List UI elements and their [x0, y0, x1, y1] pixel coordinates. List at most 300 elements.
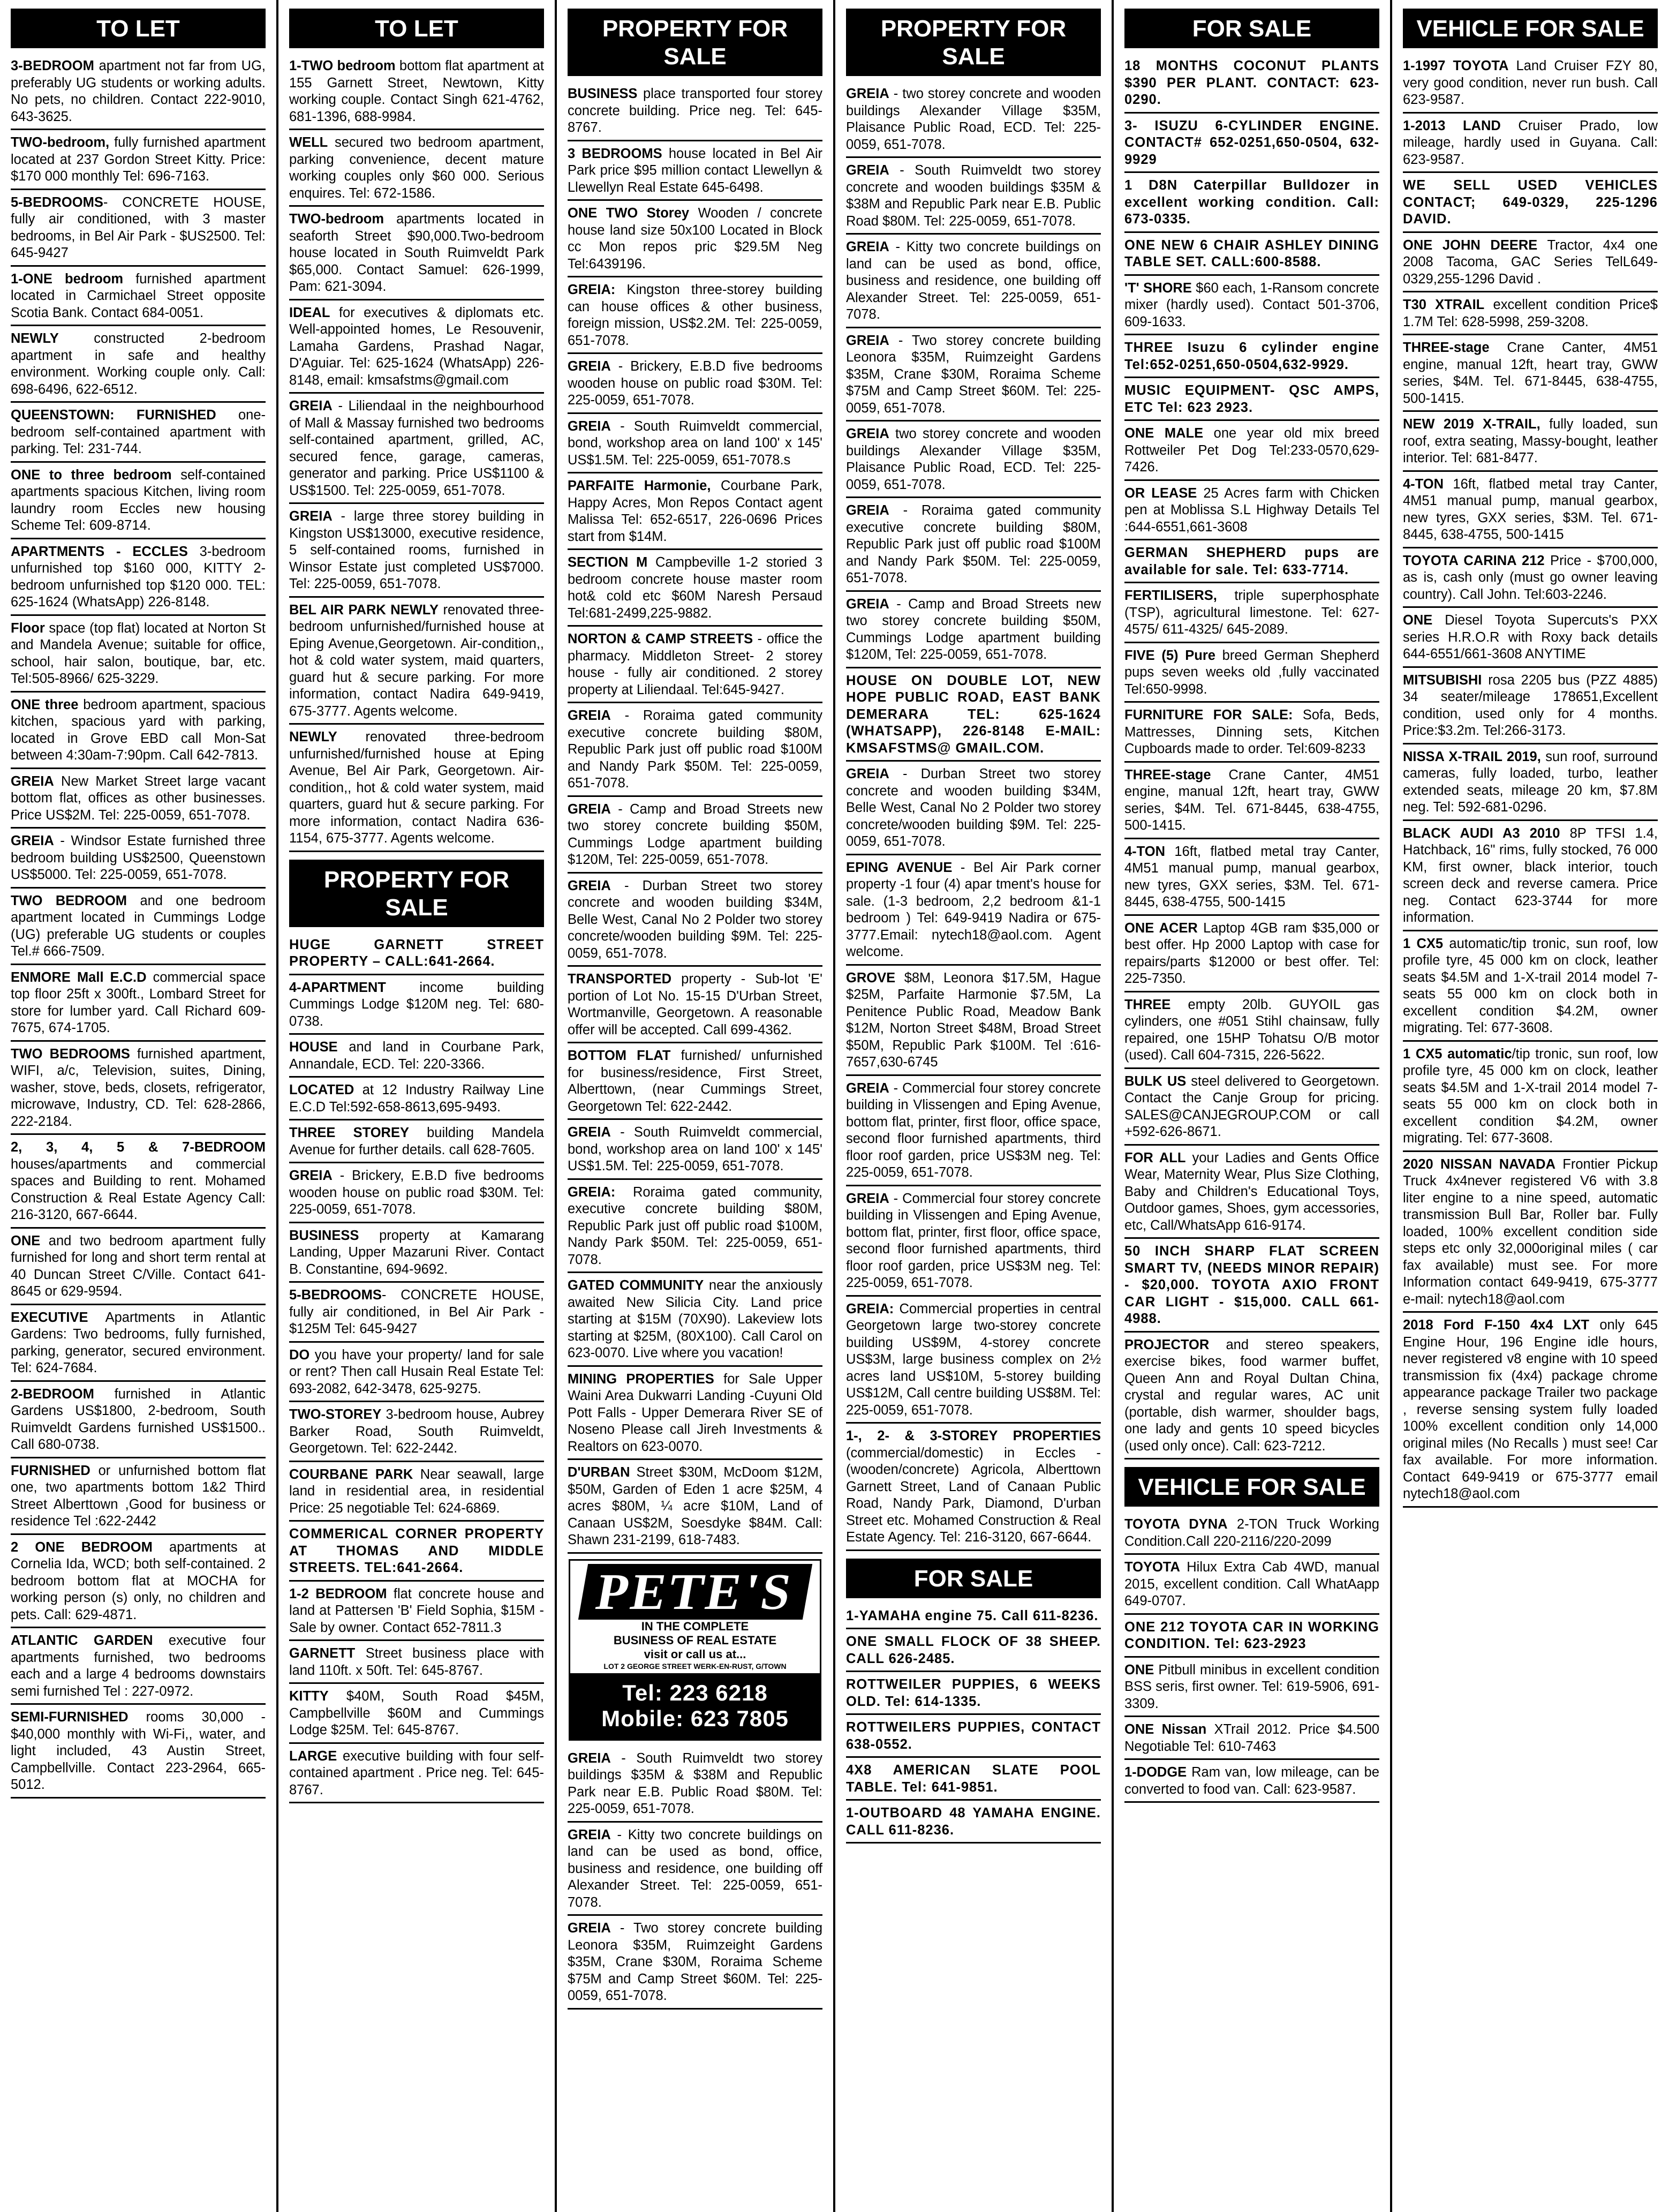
ad-keyword: WE SELL USED VEHICLES CONTACT; 649-0329, 225-1296 DAVID.	[1403, 178, 1658, 227]
classified-ad	[1124, 1335, 1379, 1460]
ad-text: - CONCRETE HOUSE, fully air conditioned, in Bel Air Park - $125M Tel: 645-9427	[289, 1288, 544, 1336]
column-rule	[833, 0, 835, 2212]
ad-text: executive building with four self-contained apartment . Price neg. Tel: 645-8767.	[289, 1748, 544, 1797]
ad-text: executive four apartments furnished, two bedrooms each and a large 4 bedrooms downstairs semi furnished Tel : 227-0972.	[11, 1633, 266, 1699]
classified-ad	[1124, 56, 1379, 114]
ad-text: Crane Canter, 4M51 engine, manual 12ft, heart tray, GWW series, $4M. Tel. 671-8445, 638-4755, 500-1415.	[1403, 340, 1658, 406]
classified-ad	[11, 1307, 266, 1382]
ad-keyword: 1-2 BEDROOM	[289, 1586, 387, 1601]
ad-text: - Camp and Broad Streets new two storey concrete building $50M, Cummings Lodge apartment building $120M, Tel: 225-0059, 651-7078.	[568, 801, 822, 867]
classified-ad	[568, 969, 822, 1043]
ad-keyword: 2, 3, 4, 5 & 7-BEDROOM	[11, 1140, 266, 1155]
ad-keyword: 1-2013 LAND	[1403, 118, 1501, 133]
ad-keyword: GREIA	[568, 359, 611, 374]
classified-ad	[568, 1918, 822, 2010]
ad-keyword: GREIA	[846, 86, 889, 101]
classified-ad	[289, 935, 544, 975]
ad-keyword: 5-BEDROOMS	[11, 194, 103, 210]
classified-ad	[1124, 995, 1379, 1069]
classified-ad	[289, 1464, 544, 1522]
ad-keyword: BUSINESS	[568, 86, 638, 101]
ad-text: one year old mix breed Rottweiler Pet Dog Tel:233-0570,629-7426.	[1124, 426, 1379, 475]
ad-keyword: 3-BEDROOM	[11, 58, 94, 73]
classified-ad	[289, 396, 544, 504]
ad-keyword: NISSA X-TRAIL 2019,	[1403, 749, 1541, 764]
ad-text: furnished in Atlantic Gardens US$1800, 2-bedroom, South Ruimveldt Gardens furnished US$1500.. Call 680-0738.	[11, 1386, 266, 1452]
logo-telephone: Tel: 223 6218	[622, 1680, 768, 1705]
ad-text: - large three storey building in Kingston US$13000, executive residence, 5 self-contained rooms, furnished in Winsor Estate just completed US$7000. Tel: 225-0059, 651-7078.	[289, 509, 544, 591]
ad-keyword: TOYOTA DYNA	[1124, 1517, 1228, 1532]
classified-ad	[846, 1717, 1101, 1758]
ad-text: Kingston three-storey building can house offices & other business, foreign mission, US$2.2M. Tel: 225-0059, 651-7078.	[568, 282, 822, 348]
ad-keyword: 4X8 AMERICAN SLATE POOL TABLE. Tel: 641-9851.	[846, 1763, 1101, 1795]
classified-ad	[846, 1760, 1101, 1801]
ad-keyword: LARGE	[289, 1748, 337, 1764]
ad-keyword: 1-1997 TOYOTA	[1403, 58, 1509, 73]
ad-text: or unfurnished bottom flat one, two apartments bottom 1&2 Third Street Alberttown ,Good for business or residence Tel :622-2442	[11, 1463, 266, 1529]
classified-ad	[568, 476, 822, 550]
section-header: VEHICLE FOR SALE	[1124, 1467, 1379, 1507]
classified-ad	[1124, 543, 1379, 583]
classified-ad	[1124, 175, 1379, 233]
ad-keyword: HOUSE	[289, 1040, 338, 1055]
ad-text: - office the pharmacy. Middleton Street- 2 storey house - fully air conditioned. 2 storey property at Liliendaal. Tel:645-9427.	[568, 631, 823, 697]
ad-keyword: GREIA	[846, 426, 889, 441]
ad-keyword: FOR ALL	[1124, 1150, 1186, 1165]
classified-ad	[11, 771, 266, 829]
classified-ad	[568, 876, 822, 967]
ad-keyword: 1-YAMAHA engine 75. Call 611-8236.	[846, 1608, 1099, 1623]
classified-ad	[11, 1461, 266, 1535]
ad-keyword: ONE	[1124, 1662, 1154, 1677]
ad-text: Pitbull minibus in excellent condition BSS seris, first owner. Tel: 619-5906, 691-3309.	[1124, 1662, 1379, 1711]
classified-ad	[568, 144, 822, 201]
ad-text: and stereo speakers, exercise bikes, food warmer buffet, Queen Ann and Royal Dultan China, crystal and regular wares, AC unit (portable, dish warmer, shoulder bags, one lady and gents 10 speed bicycles (used only once). Call: 623-7212.	[1124, 1337, 1379, 1454]
ad-keyword: ONE MALE	[1124, 426, 1204, 441]
petes-logo-wordmark: PETE'S	[578, 1564, 812, 1620]
classified-ad	[11, 269, 266, 327]
ad-text: one-bedroom self-contained apartment with parking. Tel: 231-744.	[11, 408, 266, 456]
ad-keyword: FERTILISERS,	[1124, 588, 1217, 603]
classified-ad	[846, 500, 1101, 592]
classified-ad	[1403, 474, 1658, 548]
classified-ad	[1403, 337, 1658, 412]
ad-text: - Durban Street two storey concrete and wooden building $34M, Belle West, Canal No 2 Polder two storey concrete/wooden building $9M. Tel: 225-0059, 651-7078.	[846, 766, 1101, 849]
classified-ad	[11, 132, 266, 190]
logo-tagline: visit or call us at...	[644, 1647, 746, 1661]
ad-text: - Kitty two concrete buildings on land can be used as bond, office, business and residence, one building off Alexander Street. Tel: 225-0059, 651-7078.	[846, 239, 1101, 322]
ad-text: /tip tronic, sun roof, low profile tyre, 45 000 km on clock, leather seats $4.5M and 1-X-trail 2014 model 7-seats 55 000 km on clock both in excellent condition $4.2M, owner migrating. Tel: 677-3608.	[1403, 1046, 1658, 1146]
ad-text: $8M, Leonora $17.5M, Hague $25M, Parfaite Harmonie $7.5M, La Penitence Public Road, Meadow Bank $12M, Norton Street $48M, Broad Street $50M, Republic Park $100M. Tel :616-7657,630-6745	[846, 970, 1101, 1070]
classified-ad	[289, 1686, 544, 1744]
classified-ad	[11, 328, 266, 403]
classified-ad	[1403, 747, 1658, 821]
classified-ad	[568, 799, 822, 874]
ad-list	[846, 84, 1101, 1551]
classified-ad	[289, 303, 544, 394]
ad-keyword: GREIA	[11, 773, 54, 789]
ad-text: - Roraima gated community executive concrete building $80M, Republic Park just off public road $100M and Nandy Park $50M. Tel: 225-0059, 651-7078.	[846, 503, 1101, 585]
classified-ad	[568, 84, 822, 141]
ad-text: rooms 30,000 - $40,000 monthly with Wi-Fi,, water, and light included, 43 Austin Street, Campbellville. Contact 223-2964, 665-5012.	[11, 1710, 266, 1792]
ad-keyword: GREIA	[846, 766, 889, 781]
ad-text: and two bedroom apartment fully furnished for long and short term rental at 40 Duncan Street C/Ville. Contact 641-8645 or 629-9594.	[11, 1233, 266, 1299]
classified-ad	[846, 1674, 1101, 1715]
classified-ad	[846, 857, 1101, 966]
classified-ad	[1403, 934, 1658, 1042]
ad-keyword: TWO BEDROOM	[11, 893, 127, 908]
classified-ad	[1403, 116, 1658, 174]
classified-ad	[1124, 235, 1379, 276]
classified-ad	[289, 1584, 544, 1642]
ad-text: breed German Shepherd pups seven weeks old ,fully vaccinated Tel:650-9998.	[1124, 648, 1379, 697]
classified-ad	[1403, 551, 1658, 608]
classified-ad	[1124, 337, 1379, 378]
ad-keyword: KITTY	[289, 1689, 329, 1704]
classified-ad	[289, 506, 544, 598]
ad-keyword: ATLANTIC GARDEN	[11, 1633, 153, 1648]
ad-keyword: GREIA	[568, 801, 611, 817]
classified-ad	[1403, 414, 1658, 472]
ad-keyword: NEWLY	[289, 729, 337, 744]
ad-text: flat concrete house and land at Pattersen 'B' Field Sophia, $15M - Sale by owner. Contact 652-7811.3	[289, 1586, 544, 1635]
ad-keyword: FURNISHED	[11, 1463, 90, 1478]
ad-text: - Bel Air Park corner property -1 four (4) apar tment's house for sale. (1-3 bedroom, 2,2 bedroom &1-1 bedroom ) Tel: 649-9419 Nadira or 675-3777.Email: nytech18@aol.com. Agent welcome.	[846, 860, 1101, 959]
ad-keyword: GREIA	[846, 239, 889, 254]
classified-ad	[846, 968, 1101, 1076]
classified-ad	[846, 237, 1101, 328]
column-rule	[555, 0, 557, 2212]
ad-keyword: ONE NEW 6 CHAIR ASHLEY DINING TABLE SET. CALL:600-8588.	[1124, 237, 1379, 269]
ad-text: 3-bedroom house, Aubrey Barker Road, South Ruimveldt, Georgetown. Tel: 622-2442.	[289, 1407, 544, 1456]
classified-ad	[289, 1165, 544, 1223]
classified-ad	[846, 764, 1101, 855]
ad-text: $60 each, 1-Ransom concrete mixer (hardly used). Contact 501-3706, 609-1633.	[1124, 280, 1379, 329]
ad-keyword: Floor	[11, 620, 45, 636]
ad-text: you have your property/ land for sale or rent? Then call Husain Real Estate Tel: 693-2082, 642-3478, 625-9275.	[289, 1347, 544, 1396]
ad-keyword: 1-DODGE	[1124, 1765, 1187, 1780]
ad-keyword: GREIA	[846, 333, 889, 348]
ad-text: 2-TON Truck Working Condition.Call 220-2116/220-2099	[1124, 1517, 1379, 1549]
ad-keyword: ONE three	[11, 697, 79, 712]
ad-list	[846, 1606, 1101, 1844]
classified-ad	[1124, 483, 1379, 541]
ad-keyword: THREE	[1124, 997, 1171, 1012]
ad-keyword: GREIA	[289, 1168, 333, 1183]
classified-ad	[846, 84, 1101, 158]
classified-ad	[1403, 1044, 1658, 1152]
classified-ad	[11, 695, 266, 769]
ad-keyword: ROTTWEILERS PUPPIES, CONTACT 638-0552.	[846, 1720, 1101, 1752]
ad-text: apartments located in seaforth Street $90,000.Two-bedroom house located in South Ruimveldt Park $65,000. Contact Samuel: 626-1999, Pam: 621-3094.	[289, 212, 544, 294]
ad-keyword: TWO-bedroom,	[11, 135, 110, 150]
ad-keyword: TOYOTA CARINA 212	[1403, 553, 1545, 568]
ad-text: 3-bedroom unfurnished top $160 000, KITTY 2-bedroom unfurnished top $120 000. TEL: 625-1624 (WhatsApp) 226-8148.	[11, 544, 266, 610]
ad-text: commercial space top floor 25ft x 300ft., Lombard Street for store for lumber yard. Call Richard 609-7675, 674-1705.	[11, 969, 266, 1035]
ad-text: (commercial/domestic) in Eccles - (wooden/concrete) Agricola, Alberttown Garnett Street, Land of Canaan Public Road, Nandy Park, Diamond, D'urban Street etc. Mohamed Construction & Real Estate Agency. Tel: 216-3120, 667-6644.	[846, 1445, 1101, 1545]
ad-list	[11, 56, 266, 1799]
column-rule	[1112, 0, 1114, 2212]
ad-keyword: PROJECTOR	[1124, 1337, 1210, 1352]
ad-keyword: TRANSPORTED	[568, 972, 672, 987]
classified-ad	[1403, 823, 1658, 931]
ad-keyword: 3 BEDROOMS	[568, 146, 662, 161]
classified-ad	[1124, 645, 1379, 703]
ad-keyword: THREE STOREY	[289, 1125, 409, 1140]
ad-text: furnished apartment, WIFI, a/c, Television, suites, Dining, washer, stove, beds, closets, refrigerator, microwave, Industry, CD. Tel: 628-2866, 222-2184.	[11, 1046, 266, 1129]
ad-keyword: 5-BEDROOMS	[289, 1288, 382, 1303]
classified-ad	[568, 1122, 822, 1180]
ad-text: - Commercial four storey concrete building in Vlissengen and Eping Avenue, bottom flat, printer, first floor, office space, second floor furnished apartments, third floor roof garden, price US$3M neg. Tel: 225-0059, 651-7078.	[846, 1080, 1101, 1180]
classified-ad	[11, 1384, 266, 1458]
ad-text: renovated three-bedroom unfurnished/furnished house at Eping Avenue,Georgetown. Air-condition,, hot & cold water system, maid quarters, guard hut & secure parking. For more information, contact Nadira 649-9419, 675-3777. Agents welcome.	[289, 602, 544, 719]
ad-text: - Two storey concrete building Leonora $35M, Ruimzeight Gardens $35M, Crane $30M, Roraima Scheme $75M and Camp Street $60M. Tel: 225-0059, 651-7078.	[846, 333, 1101, 416]
ad-keyword: BUSINESS	[289, 1228, 359, 1243]
section-header: PROPERTY FOR SALE	[289, 860, 544, 927]
ad-keyword: ONE	[1403, 613, 1433, 628]
ad-keyword: 4-TON	[1124, 844, 1166, 859]
ad-keyword: 1-OUTBOARD 48 YAMAHA ENGINE. CALL 611-8236.	[846, 1805, 1101, 1838]
classified-ad	[11, 831, 266, 889]
classified-ad	[1124, 1762, 1379, 1803]
ad-text: Courbane Park, Happy Acres, Mon Repos Contact agent Malissa Tel: 652-6517, 226-0696 Prices start from $14M.	[568, 478, 823, 544]
classified-ad	[1124, 1557, 1379, 1615]
section-header: PROPERTY FOR SALE	[846, 9, 1101, 76]
ad-keyword: GREIA	[846, 1080, 889, 1096]
classified-ad	[568, 1462, 822, 1554]
classified-ad	[568, 280, 822, 354]
ad-text: 25 Acres farm with Chicken pen at Moblissa S.L Highway Details Tel :644-6551,661-3608	[1124, 485, 1379, 535]
ad-text: self-contained apartments spacious Kitchen, living room laundry room Eccles new housing Scheme Tel: 609-8714.	[11, 467, 266, 533]
classified-ad	[289, 1080, 544, 1120]
classified-ad	[289, 1746, 544, 1804]
ad-keyword: GARNETT	[289, 1646, 356, 1661]
ad-keyword: GREIA:	[568, 282, 616, 297]
classified-ad	[1403, 1315, 1658, 1508]
section-header: FOR SALE	[1124, 9, 1379, 48]
classified-ad	[568, 416, 822, 474]
classified-ad	[568, 203, 822, 277]
ad-text: rosa 2205 bus (PZZ 4885) 34 seater/mileage 178651,Excellent condition, used only for 4 months. Price:$3.2m. Tel:266-3173.	[1403, 672, 1658, 738]
ad-text: - South Ruimveldt commercial, bond, workshop area on land 100' x 145' US$1.5M. Tel: 225-0059, 651-7078.s	[568, 418, 822, 468]
ad-text: Wooden / concrete house land size 50x100 Located in Block cc Mon repos pric $29.5M Neg Tel:6439196.	[568, 206, 822, 272]
ad-keyword: 1 CX5	[1403, 936, 1444, 951]
classified-ad	[1124, 1514, 1379, 1555]
ad-text: houses/apartments and commercial spaces and Building to rent. Mohamed Construction & Real Estate Agency Call: 216-3120, 667-6644.	[11, 1156, 266, 1222]
classified-ad	[1124, 116, 1379, 174]
classified-ad	[289, 132, 544, 207]
classified-ad	[1403, 670, 1658, 744]
ad-keyword: GREIA	[846, 596, 889, 612]
ad-text: Ram van, low mileage, can be converted to food van. Call: 623-9587.	[1124, 1765, 1379, 1797]
ad-keyword: GREIA	[568, 1750, 611, 1766]
ad-text: - South Ruimveldt two storey buildings $35M & $38M and Republic Park near E.B. Public Road $80M. Tel: 225-0059, 651-7078.	[568, 1750, 822, 1816]
ad-text: - Brickery, E.B.D five bedrooms wooden house on public road $30M. Tel: 225-0059, 651-7078.	[289, 1168, 544, 1217]
ad-keyword: ROTTWEILER PUPPIES, 6 WEEKS OLD. Tel: 614-1335.	[846, 1677, 1101, 1709]
ad-text: sun roof, surround cameras, fully loaded, turbo, leather extended seats, mileage 20 km, $7.8M neg. Tel: 592-681-0296.	[1403, 749, 1658, 815]
classified-ad	[11, 1630, 266, 1705]
ad-keyword: 1 D8N Caterpillar Bulldozer in excellent working condition. Call: 673-0335.	[1124, 178, 1379, 227]
ad-text: and one bedroom apartment located in Cummings Lodge (UG) preferable UG students or couples Tel.# 666-7509.	[11, 893, 266, 959]
column-for-sale	[1118, 0, 1386, 2212]
ad-text: your Ladies and Gents Office Wear, Maternity Wear, Plus Size Clothing, Baby and Children's Educational Toys, Outdoor games, Shoes, gym accessories, etc, Call/WhatsApp 616-9174.	[1124, 1150, 1379, 1233]
classified-ad	[11, 1231, 266, 1305]
ad-text: house located in Bel Air Park price $95 million contact Llewellyn & Llewellyn Real Estate 645-6498.	[568, 146, 822, 195]
ad-keyword: THREE Isuzu 6 cylinder engine Tel:652-0251,650-0504,632-9929.	[1124, 340, 1379, 372]
ad-keyword: GREIA:	[846, 1301, 894, 1316]
classified-ad	[568, 629, 822, 703]
ad-text: furnished/ unfurnished for business/residence, First Street, Alberttown, (near Cummings Street, Georgetown Tel: 622-2442.	[568, 1048, 823, 1114]
ad-text: Sofa, Beds, Mattresses, Dinning sets, Kitchen Cupboards made to order. Tel:609-8233	[1124, 708, 1379, 756]
ad-text: XTrail 2012. Price $4.500 Negotiable Tel: 610-7463	[1124, 1722, 1380, 1754]
classified-ad	[568, 705, 822, 797]
ad-list	[1124, 56, 1379, 1459]
ad-keyword: WELL	[289, 135, 328, 150]
classified-ad	[846, 160, 1101, 235]
ad-text: renovated three-bedroom unfurnished/furnished house at Eping Avenue, Bel Air Park, Georgetown. Air-condition,, hot & cold water system, maid quarters, guard hut & secure parking. For more information, contact Nadira 636-1154, 675-3777. Agents welcome.	[289, 729, 544, 846]
logo-tagline: IN THE COMPLETE	[641, 1619, 749, 1633]
ad-text: apartments at Cornelia Ida, WCD; both self-contained. 2 bedroom bottom flat at MOCHA for working person (s) only, no children and pets. Call: 629-4871.	[11, 1539, 266, 1622]
ad-text: Frontier Pickup Truck 4x4never registered V6 with 3.8 liter engine to a nine speed, automatic transmission Bull Bar, Roller bar. Fully loaded, 100% excellent condition side steps etc only 32,000original miles ( car fax available) must see. For more Information contact 649-9419, 675-3777 e-mail: nytech18@aol.com	[1403, 1156, 1658, 1307]
ad-list	[1124, 1514, 1379, 1803]
ad-keyword: GERMAN SHEPHERD pups are available for sale. Tel: 633-7714.	[1124, 545, 1379, 577]
ad-keyword: GREIA	[568, 1125, 611, 1140]
ad-keyword: 18 MONTHS COCONUT PLANTS $390 PER PLANT. CONTACT: 623-0290.	[1124, 58, 1379, 107]
ad-text: secured two bedroom apartment, parking convenience, decent mature working couples only $60 000. Serious enquires. Tel: 672-1586.	[289, 135, 544, 201]
classified-ad	[846, 594, 1101, 668]
ad-keyword: PARFAITE Harmonie,	[568, 478, 711, 493]
ad-keyword: 4-TON	[1403, 476, 1444, 492]
ad-keyword: OR LEASE	[1124, 485, 1197, 501]
ad-text: Land Cruiser FZY 80, very good condition, never run bush. Call 623-9587.	[1403, 58, 1658, 107]
ad-text: - Camp and Broad Streets new two storey concrete building $50M, Cummings Lodge apartment building $120M, Tel: 225-0059, 651-7078.	[846, 596, 1101, 662]
ad-keyword: GREIA	[568, 418, 611, 434]
ad-keyword: FURNITURE FOR SALE:	[1124, 708, 1293, 723]
classified-ad	[1124, 585, 1379, 643]
ad-keyword: ONE JOHN DEERE	[1403, 237, 1538, 253]
classified-ad	[846, 1299, 1101, 1424]
ad-text: Near seawall, large land in residential area, in residential Price: 25 negotiable Tel: 624-6869.	[289, 1466, 544, 1516]
ad-keyword: MUSIC EQUIPMENT- QSC AMPS, ETC Tel: 623 2923.	[1124, 383, 1379, 415]
ad-text: Roraima gated community, executive concrete building $80M, Republic Park just off public road $100M, Nandy Park $50M. Tel: 225-0059, 651-7078.	[568, 1184, 822, 1267]
ad-text: fully furnished apartment located at 237 Gordon Street Kitty. Price: $170 000 monthly Tel: 696-7163.	[11, 135, 266, 184]
ad-keyword: IDEAL	[289, 305, 330, 320]
ad-text: - Liliendaal in the neighbourhood of Mall & Massay furnished two bedrooms self-contained apartment, grilled, AC, secured fence, garage, cameras, generator and parking. Price US$1100 & US$1500. Tel: 225-0059, 651-7078.	[289, 398, 544, 498]
ad-keyword: MINING PROPERTIES	[568, 1371, 714, 1387]
ad-keyword: BEL AIR PARK NEWLY	[289, 602, 439, 618]
classified-ad	[289, 209, 544, 300]
ad-text: for executives & diplomats etc. Well-appointed homes, Le Resouvenir, Lamaha Gardens, Prashad Nagar, D'Aguiar. Tel: 625-1624 (WhatsApp) 226-8148, email: kmsafstms@gmail.com	[289, 305, 544, 388]
ad-text: at 12 Industry Railway Line E.C.D Tel:592-658-8613,695-9493.	[289, 1082, 544, 1115]
classified-ad	[1124, 1660, 1379, 1718]
classified-ad	[568, 1748, 822, 1823]
ad-text: - two storey concrete and wooden buildings Alexander Village $35M, Plaisance Public Road, ECD. Tel: 225-0059, 651-7078.	[846, 86, 1101, 152]
classified-ad	[1124, 918, 1379, 992]
ad-list	[289, 935, 544, 1804]
ad-keyword: 2-BEDROOM	[11, 1386, 94, 1402]
ad-text: Apartments in Atlantic Gardens: Two bedrooms, fully furnished, parking, generator, secured environment. Tel: 624-7684.	[11, 1310, 266, 1375]
classified-ad	[11, 618, 266, 693]
classified-ad	[568, 1182, 822, 1274]
ad-keyword: GREIA:	[568, 1184, 616, 1200]
column-rule	[276, 0, 278, 2212]
ad-keyword: SECTION M	[568, 555, 648, 570]
ad-keyword: THREE-stage	[1403, 340, 1490, 355]
classified-ad	[1124, 278, 1379, 336]
section-header: TO LET	[11, 9, 266, 48]
ad-keyword: NEW 2019 X-TRAIL,	[1403, 417, 1540, 432]
ad-text: place transported four storey concrete building. Price neg. Tel: 645-8767.	[568, 86, 822, 135]
ad-keyword: GREIA	[568, 878, 611, 893]
ad-text: fully loaded, sun roof, extra seating, Massy-bought, leather interior. Tel: 681-8477.	[1403, 417, 1658, 465]
classified-ad	[1403, 56, 1658, 114]
classified-ad	[11, 891, 266, 965]
ad-keyword: GREIA	[846, 163, 889, 178]
ad-keyword: GROVE	[846, 970, 896, 985]
ad-text: New Market Street large vacant bottom flat, offices as other businesses. Price US$2M. Tel: 225-0059, 651-7078.	[11, 773, 266, 823]
ad-keyword: ONE SMALL FLOCK OF 38 SHEEP. CALL 626-2485.	[846, 1634, 1101, 1666]
ad-keyword: ENMORE Mall E.C.D	[11, 969, 147, 985]
ad-keyword: TWO-bedroom	[289, 212, 384, 227]
ad-text: - Brickery, E.B.D five bedrooms wooden house on public road $30M. Tel: 225-0059, 651-7078.	[568, 359, 822, 408]
ad-text: 8P TFSI 1.4, Hatchback, 16" rims, fully stocked, 76 000 KM, first owner, black interior, touch screen deck and reverse camera. Price neg. Contact 623-3744 for more information.	[1403, 825, 1658, 925]
ad-text: - Roraima gated community executive concrete building $80M, Republic Park just off public road $100M and Nandy Park $50M. Tel: 225-0059, 651-7078.	[568, 708, 822, 791]
classified-ad	[846, 1803, 1101, 1844]
classified-ad	[289, 600, 544, 725]
ad-keyword: TWO-STOREY	[289, 1407, 382, 1422]
ad-keyword: GREIA	[568, 1921, 611, 1936]
ad-text: building Mandela Avenue for further details. call 628-7605.	[289, 1125, 544, 1157]
classified-ad	[289, 1037, 544, 1078]
ad-keyword: GATED COMMUNITY	[568, 1278, 704, 1293]
classified-ad	[846, 1078, 1101, 1186]
ad-text: property at Kamarang Landing, Upper Mazaruni River. Contact B. Constantine, 694-9692.	[289, 1228, 544, 1277]
classified-ad	[289, 1123, 544, 1163]
classified-ad	[289, 1345, 544, 1403]
classified-ad	[11, 56, 266, 130]
ad-text: Hilux Extra Cab 4WD, manual 2015, excellent condition. Call WhatAapp 649-0707.	[1124, 1560, 1379, 1608]
ad-text: furnished apartment located in Carmichael Street opposite Scotia Bank. Contact 684-0051.	[11, 271, 266, 320]
ad-keyword: ONE 212 TOYOTA CAR IN WORKING CONDITION. Tel: 623-2923	[1124, 1619, 1379, 1651]
classified-ad	[11, 1537, 266, 1629]
classified-ad	[11, 1137, 266, 1229]
ad-text: near the anxiously awaited New Silicia City. Land price starting at $15M (70X90). Lakeview lots starting at $25M, (80X100). Call Carol on 623-0070. Live where you vacation!	[568, 1278, 822, 1360]
classified-ad	[568, 356, 822, 414]
classified-ad	[289, 1225, 544, 1283]
ad-text: - Kitty two concrete buildings on land can be used as bond, office, business and residence, one building off Alexander Street. Tel: 225-0059, 651-7078.	[568, 1827, 822, 1910]
ad-text: Street $30M, McDoom $12M, $50M, Garden of Eden 1 acre $25M, 4 acres $80M, ¼ acre $10M, Land of Canaan US$2M, Soesdyke $84M. Call: Shawn 231-2199, 618-7483.	[568, 1465, 822, 1547]
classified-ad	[1124, 705, 1379, 763]
ad-text: Laptop 4GB ram $35,000 or best offer. Hp 2000 Laptop with case for repairs/parts $12000 or best offer. Tel: 225-7350.	[1124, 920, 1379, 986]
classified-ad	[11, 1707, 266, 1799]
ad-text: two storey concrete and wooden buildings Alexander Village $35M, Plaisance Public Road, ECD. Tel: 225-0059, 651-7078.	[846, 426, 1101, 492]
ad-keyword: ONE Nissan	[1124, 1722, 1207, 1737]
ad-keyword: APARTMENTS - ECCLES	[11, 544, 188, 559]
ad-keyword: 2018 Ford F-150 4x4 LXT	[1403, 1318, 1590, 1333]
ad-text: property - Sub-lot 'E' portion of Lot No. 15-15 D'Urban Street, Wortmanville, Georgetown. A reasonable offer will be accepted. Call 699-4362.	[568, 972, 822, 1037]
classified-ad	[11, 967, 266, 1042]
classified-ad	[1403, 235, 1658, 293]
classified-ad	[1124, 1719, 1379, 1760]
classified-ad	[289, 727, 544, 852]
section-header: FOR SALE	[846, 1559, 1101, 1598]
ad-text: - Two storey concrete building Leonora $35M, Ruimzeight Gardens $35M, Crane $30M, Roraima Scheme $75M and Camp Street $60M. Tel: 225-0059, 651-7078.	[568, 1921, 822, 2003]
ad-list	[1403, 56, 1658, 1508]
ad-keyword: FIVE (5) Pure	[1124, 648, 1215, 663]
classified-ad	[846, 424, 1101, 498]
ad-text: - Durban Street two storey concrete and wooden building $34M, Belle West, Canal No 2 Polder two storey concrete/wooden building $9M. Tel: 225-0059, 651-7078.	[568, 878, 822, 961]
ad-keyword: 3- ISUZU 6-CYLINDER ENGINE. CONTACT# 652-0251,650-0504, 632-9929	[1124, 118, 1379, 167]
